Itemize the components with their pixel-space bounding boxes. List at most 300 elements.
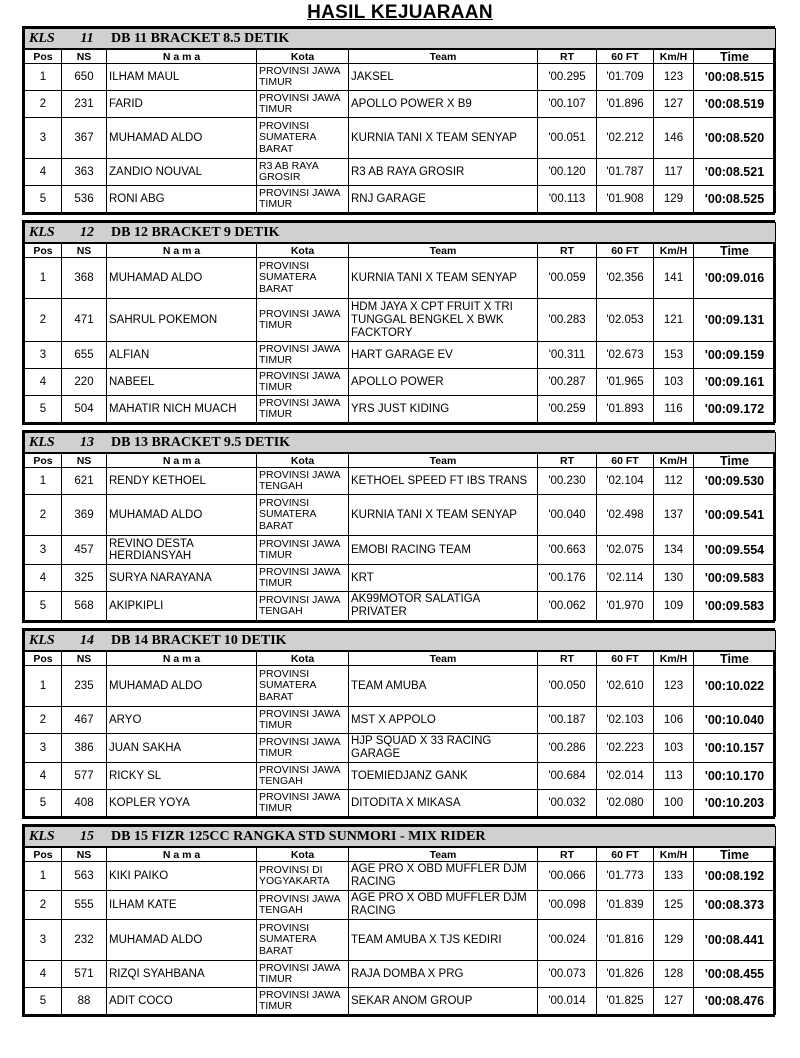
cell-pos: 3	[25, 920, 62, 961]
column-header-nama: N a m a	[107, 651, 257, 666]
cell-time: '00:10.203	[694, 790, 776, 817]
cell-pos: 2	[25, 707, 62, 734]
cell-rt: '00.311	[538, 342, 597, 369]
cell-time: '00:09.131	[694, 299, 776, 342]
cell-nama: SAHRUL POKEMON	[107, 299, 257, 342]
cell-kmh: 125	[654, 891, 694, 920]
cell-ns: 457	[62, 536, 107, 565]
cell-kota: PROVINSI JAWA TIMUR	[257, 396, 349, 423]
column-header-row	[25, 453, 776, 468]
cell-ns: 235	[62, 666, 107, 707]
cell-ft60: '01.908	[597, 186, 654, 213]
cell-pos: 2	[25, 299, 62, 342]
column-header-time: Time	[694, 49, 776, 64]
cell-time: '00:08.519	[694, 91, 776, 118]
column-header-kmh: Km/H	[654, 49, 694, 64]
column-header-rt: RT	[538, 243, 597, 258]
column-header-rt: RT	[538, 453, 597, 468]
cell-time: '00:10.157	[694, 734, 776, 763]
column-header-kota: Kota	[257, 49, 349, 64]
cell-nama: MUHAMAD ALDO	[107, 495, 257, 536]
cell-kota: PROVINSI JAWA TIMUR	[257, 734, 349, 763]
column-header-kota: Kota	[257, 847, 349, 862]
results-sections	[22, 26, 775, 1022]
cell-rt: '00.113	[538, 186, 597, 213]
cell-nama: ILHAM MAUL	[107, 64, 257, 91]
cell-time: '00:10.170	[694, 763, 776, 790]
cell-rt: '00.187	[538, 707, 597, 734]
cell-ft60: '02.075	[597, 536, 654, 565]
cell-kmh: 116	[654, 396, 694, 423]
cell-kota: PROVINSI JAWA TIMUR	[257, 707, 349, 734]
cell-ns: 571	[62, 961, 107, 988]
column-header-kmh: Km/H	[654, 243, 694, 258]
cell-pos: 2	[25, 495, 62, 536]
cell-time: '00:09.016	[694, 258, 776, 299]
cell-ft60: '02.356	[597, 258, 654, 299]
table-row	[25, 763, 776, 790]
cell-pos: 2	[25, 91, 62, 118]
page-title: HASIL KEJUARAAN	[307, 2, 493, 23]
cell-team: HART GARAGE EV	[349, 342, 538, 369]
cell-pos: 4	[25, 369, 62, 396]
column-header-team: Team	[349, 49, 538, 64]
cell-nama: SURYA NARAYANA	[107, 565, 257, 592]
column-header-rt: RT	[538, 49, 597, 64]
cell-pos: 4	[25, 763, 62, 790]
cell-kmh: 134	[654, 536, 694, 565]
cell-ft60: '02.610	[597, 666, 654, 707]
cell-pos: 5	[25, 396, 62, 423]
cell-rt: '00.120	[538, 159, 597, 186]
cell-team: APOLLO POWER X B9	[349, 91, 538, 118]
cell-time: '00:10.022	[694, 666, 776, 707]
cell-team: YRS JUST KIDING	[349, 396, 538, 423]
class-number: 11	[80, 30, 94, 46]
column-header-ft60: 60 FT	[597, 49, 654, 64]
cell-kota: PROVINSI SUMATERA BARAT	[257, 258, 349, 299]
table-row	[25, 159, 776, 186]
table-row	[25, 64, 776, 91]
table-row	[25, 790, 776, 817]
cell-rt: '00.295	[538, 64, 597, 91]
cell-ns: 386	[62, 734, 107, 763]
results-table	[24, 222, 776, 423]
cell-ft60: '01.970	[597, 592, 654, 621]
column-header-row	[25, 243, 776, 258]
results-table	[24, 630, 776, 817]
cell-rt: '00.107	[538, 91, 597, 118]
column-header-row	[25, 847, 776, 862]
column-header-time: Time	[694, 651, 776, 666]
class-label: KLS	[29, 434, 55, 450]
class-label: KLS	[29, 632, 55, 648]
cell-ns: 568	[62, 592, 107, 621]
cell-nama: FARID	[107, 91, 257, 118]
cell-ft60: '01.787	[597, 159, 654, 186]
cell-kota: PROVINSI JAWA TIMUR	[257, 91, 349, 118]
cell-kmh: 106	[654, 707, 694, 734]
class-band-cell	[25, 433, 776, 454]
cell-team: RNJ GARAGE	[349, 186, 538, 213]
cell-kmh: 127	[654, 91, 694, 118]
cell-team: KURNIA TANI X TEAM SENYAP	[349, 495, 538, 536]
cell-nama: ALFIAN	[107, 342, 257, 369]
cell-rt: '00.050	[538, 666, 597, 707]
cell-ns: 325	[62, 565, 107, 592]
class-title: DB 13 BRACKET 9.5 DETIK	[111, 434, 291, 450]
table-row	[25, 118, 776, 159]
cell-rt: '00.073	[538, 961, 597, 988]
cell-ns: 504	[62, 396, 107, 423]
column-header-team: Team	[349, 453, 538, 468]
cell-kmh: 112	[654, 468, 694, 495]
cell-ns: 408	[62, 790, 107, 817]
results-table	[24, 432, 776, 621]
column-header-team: Team	[349, 243, 538, 258]
cell-kmh: 128	[654, 961, 694, 988]
cell-team: HJP SQUAD X 33 RACING GARAGE	[349, 734, 538, 763]
cell-pos: 5	[25, 790, 62, 817]
class-number: 13	[80, 434, 94, 450]
class-band	[25, 29, 776, 50]
cell-kmh: 123	[654, 666, 694, 707]
column-header-nama: N a m a	[107, 847, 257, 862]
cell-time: '00:08.525	[694, 186, 776, 213]
cell-kota: R3 AB RAYA GROSIR	[257, 159, 349, 186]
cell-rt: '00.684	[538, 763, 597, 790]
cell-pos: 5	[25, 988, 62, 1015]
cell-ft60: '02.080	[597, 790, 654, 817]
cell-ns: 220	[62, 369, 107, 396]
column-header-ns: NS	[62, 847, 107, 862]
cell-team: DITODITA X MIKASA	[349, 790, 538, 817]
cell-team: AGE PRO X OBD MUFFLER DJM RACING	[349, 891, 538, 920]
results-section	[22, 430, 775, 623]
column-header-ft60: 60 FT	[597, 651, 654, 666]
column-header-nama: N a m a	[107, 243, 257, 258]
cell-time: '00:08.441	[694, 920, 776, 961]
table-row	[25, 666, 776, 707]
cell-pos: 5	[25, 592, 62, 621]
cell-time: '00:08.515	[694, 64, 776, 91]
table-row	[25, 468, 776, 495]
cell-kmh: 127	[654, 988, 694, 1015]
column-header-rt: RT	[538, 651, 597, 666]
column-header-pos: Pos	[25, 453, 62, 468]
cell-team: APOLLO POWER	[349, 369, 538, 396]
cell-rt: '00.066	[538, 862, 597, 891]
cell-rt: '00.098	[538, 891, 597, 920]
cell-kota: PROVINSI JAWA TIMUR	[257, 299, 349, 342]
cell-kota: PROVINSI JAWA TIMUR	[257, 369, 349, 396]
column-header-pos: Pos	[25, 243, 62, 258]
cell-ft60: '01.965	[597, 369, 654, 396]
cell-nama: RONI ABG	[107, 186, 257, 213]
class-title: DB 11 BRACKET 8.5 DETIK	[111, 30, 290, 46]
cell-pos: 4	[25, 159, 62, 186]
cell-team: TOEMIEDJANZ GANK	[349, 763, 538, 790]
cell-team: AK99MOTOR SALATIGA PRIVATER	[349, 592, 538, 621]
results-section	[22, 26, 775, 215]
cell-nama: NABEEL	[107, 369, 257, 396]
results-table	[24, 826, 776, 1015]
cell-nama: MUHAMAD ALDO	[107, 258, 257, 299]
cell-rt: '00.051	[538, 118, 597, 159]
cell-rt: '00.014	[538, 988, 597, 1015]
cell-pos: 3	[25, 342, 62, 369]
cell-kmh: 121	[654, 299, 694, 342]
cell-team: MST X APPOLO	[349, 707, 538, 734]
cell-time: '00:09.554	[694, 536, 776, 565]
column-header-team: Team	[349, 847, 538, 862]
cell-time: '00:09.541	[694, 495, 776, 536]
cell-kmh: 117	[654, 159, 694, 186]
cell-kota: PROVINSI JAWA TIMUR	[257, 186, 349, 213]
cell-nama: REVINO DESTA HERDIANSYAH	[107, 536, 257, 565]
cell-time: '00:08.476	[694, 988, 776, 1015]
cell-time: '00:09.161	[694, 369, 776, 396]
cell-ft60: '01.896	[597, 91, 654, 118]
cell-ns: 555	[62, 891, 107, 920]
cell-nama: MUHAMAD ALDO	[107, 666, 257, 707]
cell-kmh: 100	[654, 790, 694, 817]
cell-time: '00:08.520	[694, 118, 776, 159]
class-band-cell	[25, 827, 776, 848]
cell-nama: ADIT COCO	[107, 988, 257, 1015]
table-row	[25, 707, 776, 734]
cell-ns: 363	[62, 159, 107, 186]
cell-time: '00:10.040	[694, 707, 776, 734]
cell-kota: PROVINSI JAWA TIMUR	[257, 342, 349, 369]
results-section	[22, 220, 775, 425]
column-header-ns: NS	[62, 49, 107, 64]
cell-team: R3 AB RAYA GROSIR	[349, 159, 538, 186]
cell-kota: PROVINSI JAWA TENGAH	[257, 891, 349, 920]
cell-ft60: '01.773	[597, 862, 654, 891]
cell-nama: RENDY KETHOEL	[107, 468, 257, 495]
cell-rt: '00.062	[538, 592, 597, 621]
cell-team: KURNIA TANI X TEAM SENYAP	[349, 118, 538, 159]
cell-team: AGE PRO X OBD MUFFLER DJM RACING	[349, 862, 538, 891]
cell-ft60: '01.709	[597, 64, 654, 91]
cell-rt: '00.176	[538, 565, 597, 592]
cell-pos: 1	[25, 258, 62, 299]
class-number: 15	[80, 828, 94, 844]
cell-time: '00:09.159	[694, 342, 776, 369]
cell-kota: PROVINSI SUMATERA BARAT	[257, 920, 349, 961]
class-band	[25, 223, 776, 244]
cell-nama: ARYO	[107, 707, 257, 734]
cell-rt: '00.059	[538, 258, 597, 299]
cell-kota: PROVINSI JAWA TIMUR	[257, 536, 349, 565]
column-header-kmh: Km/H	[654, 453, 694, 468]
cell-team: JAKSEL	[349, 64, 538, 91]
column-header-nama: N a m a	[107, 453, 257, 468]
cell-ft60: '02.104	[597, 468, 654, 495]
cell-ns: 231	[62, 91, 107, 118]
cell-kmh: 133	[654, 862, 694, 891]
table-row	[25, 592, 776, 621]
column-header-team: Team	[349, 651, 538, 666]
cell-nama: MAHATIR NICH MUACH	[107, 396, 257, 423]
cell-ft60: '01.839	[597, 891, 654, 920]
cell-rt: '00.040	[538, 495, 597, 536]
table-row	[25, 536, 776, 565]
cell-rt: '00.024	[538, 920, 597, 961]
cell-rt: '00.287	[538, 369, 597, 396]
cell-kota: PROVINSI JAWA TENGAH	[257, 763, 349, 790]
table-row	[25, 734, 776, 763]
cell-ft60: '01.826	[597, 961, 654, 988]
cell-pos: 2	[25, 891, 62, 920]
column-header-ns: NS	[62, 243, 107, 258]
cell-ft60: '02.498	[597, 495, 654, 536]
cell-nama: ZANDIO NOUVAL	[107, 159, 257, 186]
cell-ns: 369	[62, 495, 107, 536]
cell-ns: 621	[62, 468, 107, 495]
cell-kmh: 129	[654, 186, 694, 213]
cell-ns: 577	[62, 763, 107, 790]
cell-team: TEAM AMUBA	[349, 666, 538, 707]
table-row	[25, 862, 776, 891]
class-band	[25, 433, 776, 454]
column-header-ns: NS	[62, 453, 107, 468]
column-header-nama: N a m a	[107, 49, 257, 64]
column-header-kota: Kota	[257, 243, 349, 258]
cell-ft60: '02.103	[597, 707, 654, 734]
cell-kmh: 141	[654, 258, 694, 299]
cell-ns: 367	[62, 118, 107, 159]
cell-pos: 1	[25, 64, 62, 91]
cell-kmh: 153	[654, 342, 694, 369]
cell-kota: PROVINSI JAWA TIMUR	[257, 565, 349, 592]
cell-ft60: '01.893	[597, 396, 654, 423]
cell-team: KRT	[349, 565, 538, 592]
cell-nama: MUHAMAD ALDO	[107, 920, 257, 961]
cell-ft60: '02.114	[597, 565, 654, 592]
cell-pos: 1	[25, 666, 62, 707]
column-header-ns: NS	[62, 651, 107, 666]
cell-ns: 650	[62, 64, 107, 91]
column-header-pos: Pos	[25, 847, 62, 862]
results-section	[22, 824, 775, 1017]
table-row	[25, 342, 776, 369]
cell-team: RAJA DOMBA X PRG	[349, 961, 538, 988]
table-row	[25, 988, 776, 1015]
cell-kmh: 130	[654, 565, 694, 592]
cell-ns: 563	[62, 862, 107, 891]
class-label: KLS	[29, 828, 55, 844]
cell-ft60: '02.053	[597, 299, 654, 342]
table-row	[25, 920, 776, 961]
table-row	[25, 186, 776, 213]
cell-ft60: '02.014	[597, 763, 654, 790]
column-header-time: Time	[694, 453, 776, 468]
table-row	[25, 258, 776, 299]
cell-nama: RIZQI SYAHBANA	[107, 961, 257, 988]
cell-ft60: '02.673	[597, 342, 654, 369]
cell-kmh: 113	[654, 763, 694, 790]
column-header-kota: Kota	[257, 651, 349, 666]
cell-ns: 536	[62, 186, 107, 213]
cell-time: '00:08.455	[694, 961, 776, 988]
cell-kota: PROVINSI JAWA TENGAH	[257, 592, 349, 621]
class-title: DB 15 FIZR 125CC RANGKA STD SUNMORI - MIX RIDER	[111, 828, 486, 844]
cell-kota: PROVINSI DI YOGYAKARTA	[257, 862, 349, 891]
cell-pos: 1	[25, 862, 62, 891]
table-row	[25, 961, 776, 988]
cell-ns: 232	[62, 920, 107, 961]
class-band	[25, 827, 776, 848]
cell-team: KURNIA TANI X TEAM SENYAP	[349, 258, 538, 299]
cell-ns: 88	[62, 988, 107, 1015]
column-header-kota: Kota	[257, 453, 349, 468]
cell-time: '00:08.521	[694, 159, 776, 186]
cell-nama: MUHAMAD ALDO	[107, 118, 257, 159]
cell-ft60: '01.816	[597, 920, 654, 961]
cell-time: '00:08.192	[694, 862, 776, 891]
cell-ns: 467	[62, 707, 107, 734]
cell-nama: AKIPKIPLI	[107, 592, 257, 621]
table-row	[25, 396, 776, 423]
cell-rt: '00.230	[538, 468, 597, 495]
table-row	[25, 369, 776, 396]
cell-team: KETHOEL SPEED FT IBS TRANS	[349, 468, 538, 495]
cell-kota: PROVINSI JAWA TIMUR	[257, 64, 349, 91]
cell-pos: 1	[25, 468, 62, 495]
cell-team: EMOBI RACING TEAM	[349, 536, 538, 565]
class-band-cell	[25, 631, 776, 652]
cell-team: SEKAR ANOM GROUP	[349, 988, 538, 1015]
cell-ft60: '01.825	[597, 988, 654, 1015]
class-band	[25, 631, 776, 652]
cell-rt: '00.032	[538, 790, 597, 817]
cell-ns: 368	[62, 258, 107, 299]
cell-ft60: '02.212	[597, 118, 654, 159]
column-header-pos: Pos	[25, 651, 62, 666]
table-row	[25, 91, 776, 118]
table-row	[25, 891, 776, 920]
cell-ft60: '02.223	[597, 734, 654, 763]
column-header-time: Time	[694, 243, 776, 258]
class-band-cell	[25, 223, 776, 244]
cell-kmh: 103	[654, 734, 694, 763]
class-label: KLS	[29, 30, 55, 46]
cell-kota: PROVINSI SUMATERA BARAT	[257, 118, 349, 159]
cell-nama: JUAN SAKHA	[107, 734, 257, 763]
cell-kmh: 103	[654, 369, 694, 396]
cell-nama: KOPLER YOYA	[107, 790, 257, 817]
cell-time: '00:09.583	[694, 592, 776, 621]
cell-ns: 655	[62, 342, 107, 369]
cell-team: HDM JAYA X CPT FRUIT X TRI TUNGGAL BENGKEL X BWK FACKTORY	[349, 299, 538, 342]
column-header-rt: RT	[538, 847, 597, 862]
class-number: 14	[80, 632, 94, 648]
column-header-kmh: Km/H	[654, 651, 694, 666]
column-header-kmh: Km/H	[654, 847, 694, 862]
column-header-pos: Pos	[25, 49, 62, 64]
cell-rt: '00.663	[538, 536, 597, 565]
cell-rt: '00.259	[538, 396, 597, 423]
cell-kota: PROVINSI JAWA TIMUR	[257, 988, 349, 1015]
cell-kmh: 137	[654, 495, 694, 536]
class-title: DB 12 BRACKET 9 DETIK	[111, 224, 280, 240]
cell-kmh: 109	[654, 592, 694, 621]
cell-kota: PROVINSI JAWA TENGAH	[257, 468, 349, 495]
class-band-cell	[25, 29, 776, 50]
cell-nama: RICKY SL	[107, 763, 257, 790]
